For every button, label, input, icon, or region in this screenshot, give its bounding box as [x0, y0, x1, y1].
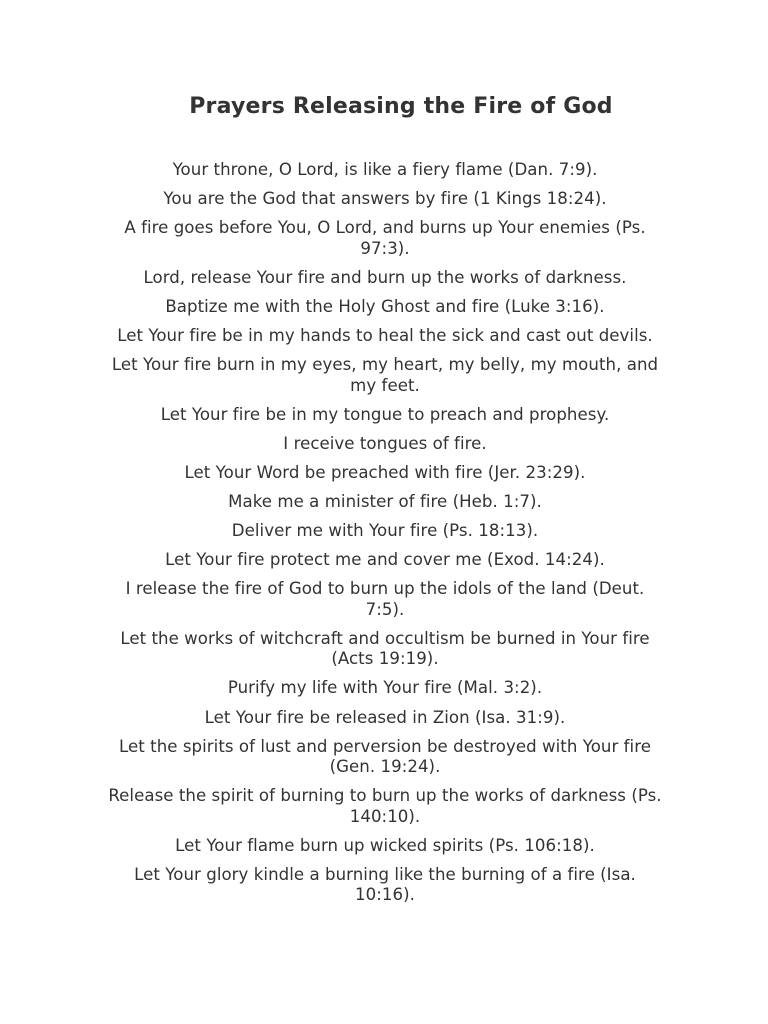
- prayer-line-10: Let Your Word be preached with fire (Jer. 23:29).: [184, 462, 586, 482]
- prayer-line-8: Let Your fire be in my tongue to preach and prophesy.: [160, 404, 610, 424]
- prayer-line-11: Make me a minister of fire (Heb. 1:7).: [228, 491, 542, 511]
- page-title: Prayers Releasing the Fire of God: [189, 94, 613, 119]
- prayer-line-4: Lord, release Your fire and burn up the works of darkness.: [143, 267, 627, 287]
- prayer-line-7: Let Your fire burn in my eyes, my heart, my belly, my mouth, and my feet.: [111, 355, 659, 395]
- prayer-list: [0, 160, 768, 914]
- prayer-line-13: Let Your fire protect me and cover me (Exod. 14:24).: [165, 550, 605, 570]
- prayer-line-5: Baptize me with the Holy Ghost and fire (Luke 3:16).: [165, 296, 605, 316]
- prayer-line-17: Let Your fire be released in Zion (Isa. 31:9).: [204, 707, 566, 727]
- prayer-line-19: Release the spirit of burning to burn up the works of darkness (Ps. 140:10).: [108, 786, 662, 826]
- prayer-line-21: Let Your glory kindle a burning like the burning of a fire (Isa. 10:16).: [134, 864, 636, 905]
- prayer-line-18: Let the spirits of lust and perversion be destroyed with Your fire (Gen. 19:24).: [119, 736, 651, 777]
- prayer-line-9: I receive tongues of fire.: [283, 433, 487, 453]
- prayer-line-15: Let the works of witchcraft and occultism be burned in Your fire (Acts 19:19).: [120, 628, 650, 669]
- prayer-line-1: Your throne, O Lord, is like a fiery flame (Dan. 7:9).: [172, 160, 598, 179]
- prayer-line-3: A fire goes before You, O Lord, and burns up Your enemies (Ps. 97:3).: [124, 218, 646, 258]
- prayer-line-12: Deliver me with Your fire (Ps. 18:13).: [231, 521, 539, 541]
- prayer-line-16: Purify my life with Your fire (Mal. 3:2).: [227, 678, 543, 698]
- prayer-line-20: Let Your flame burn up wicked spirits (Ps. 106:18).: [175, 835, 595, 855]
- prayer-line-14: I release the fire of God to burn up the idols of the land (Deut. 7:5).: [125, 579, 645, 619]
- prayer-line-6: Let Your fire be in my hands to heal the sick and cast out devils.: [117, 325, 653, 345]
- prayer-line-2: You are the God that answers by fire (1 Kings 18:24).: [163, 189, 607, 209]
